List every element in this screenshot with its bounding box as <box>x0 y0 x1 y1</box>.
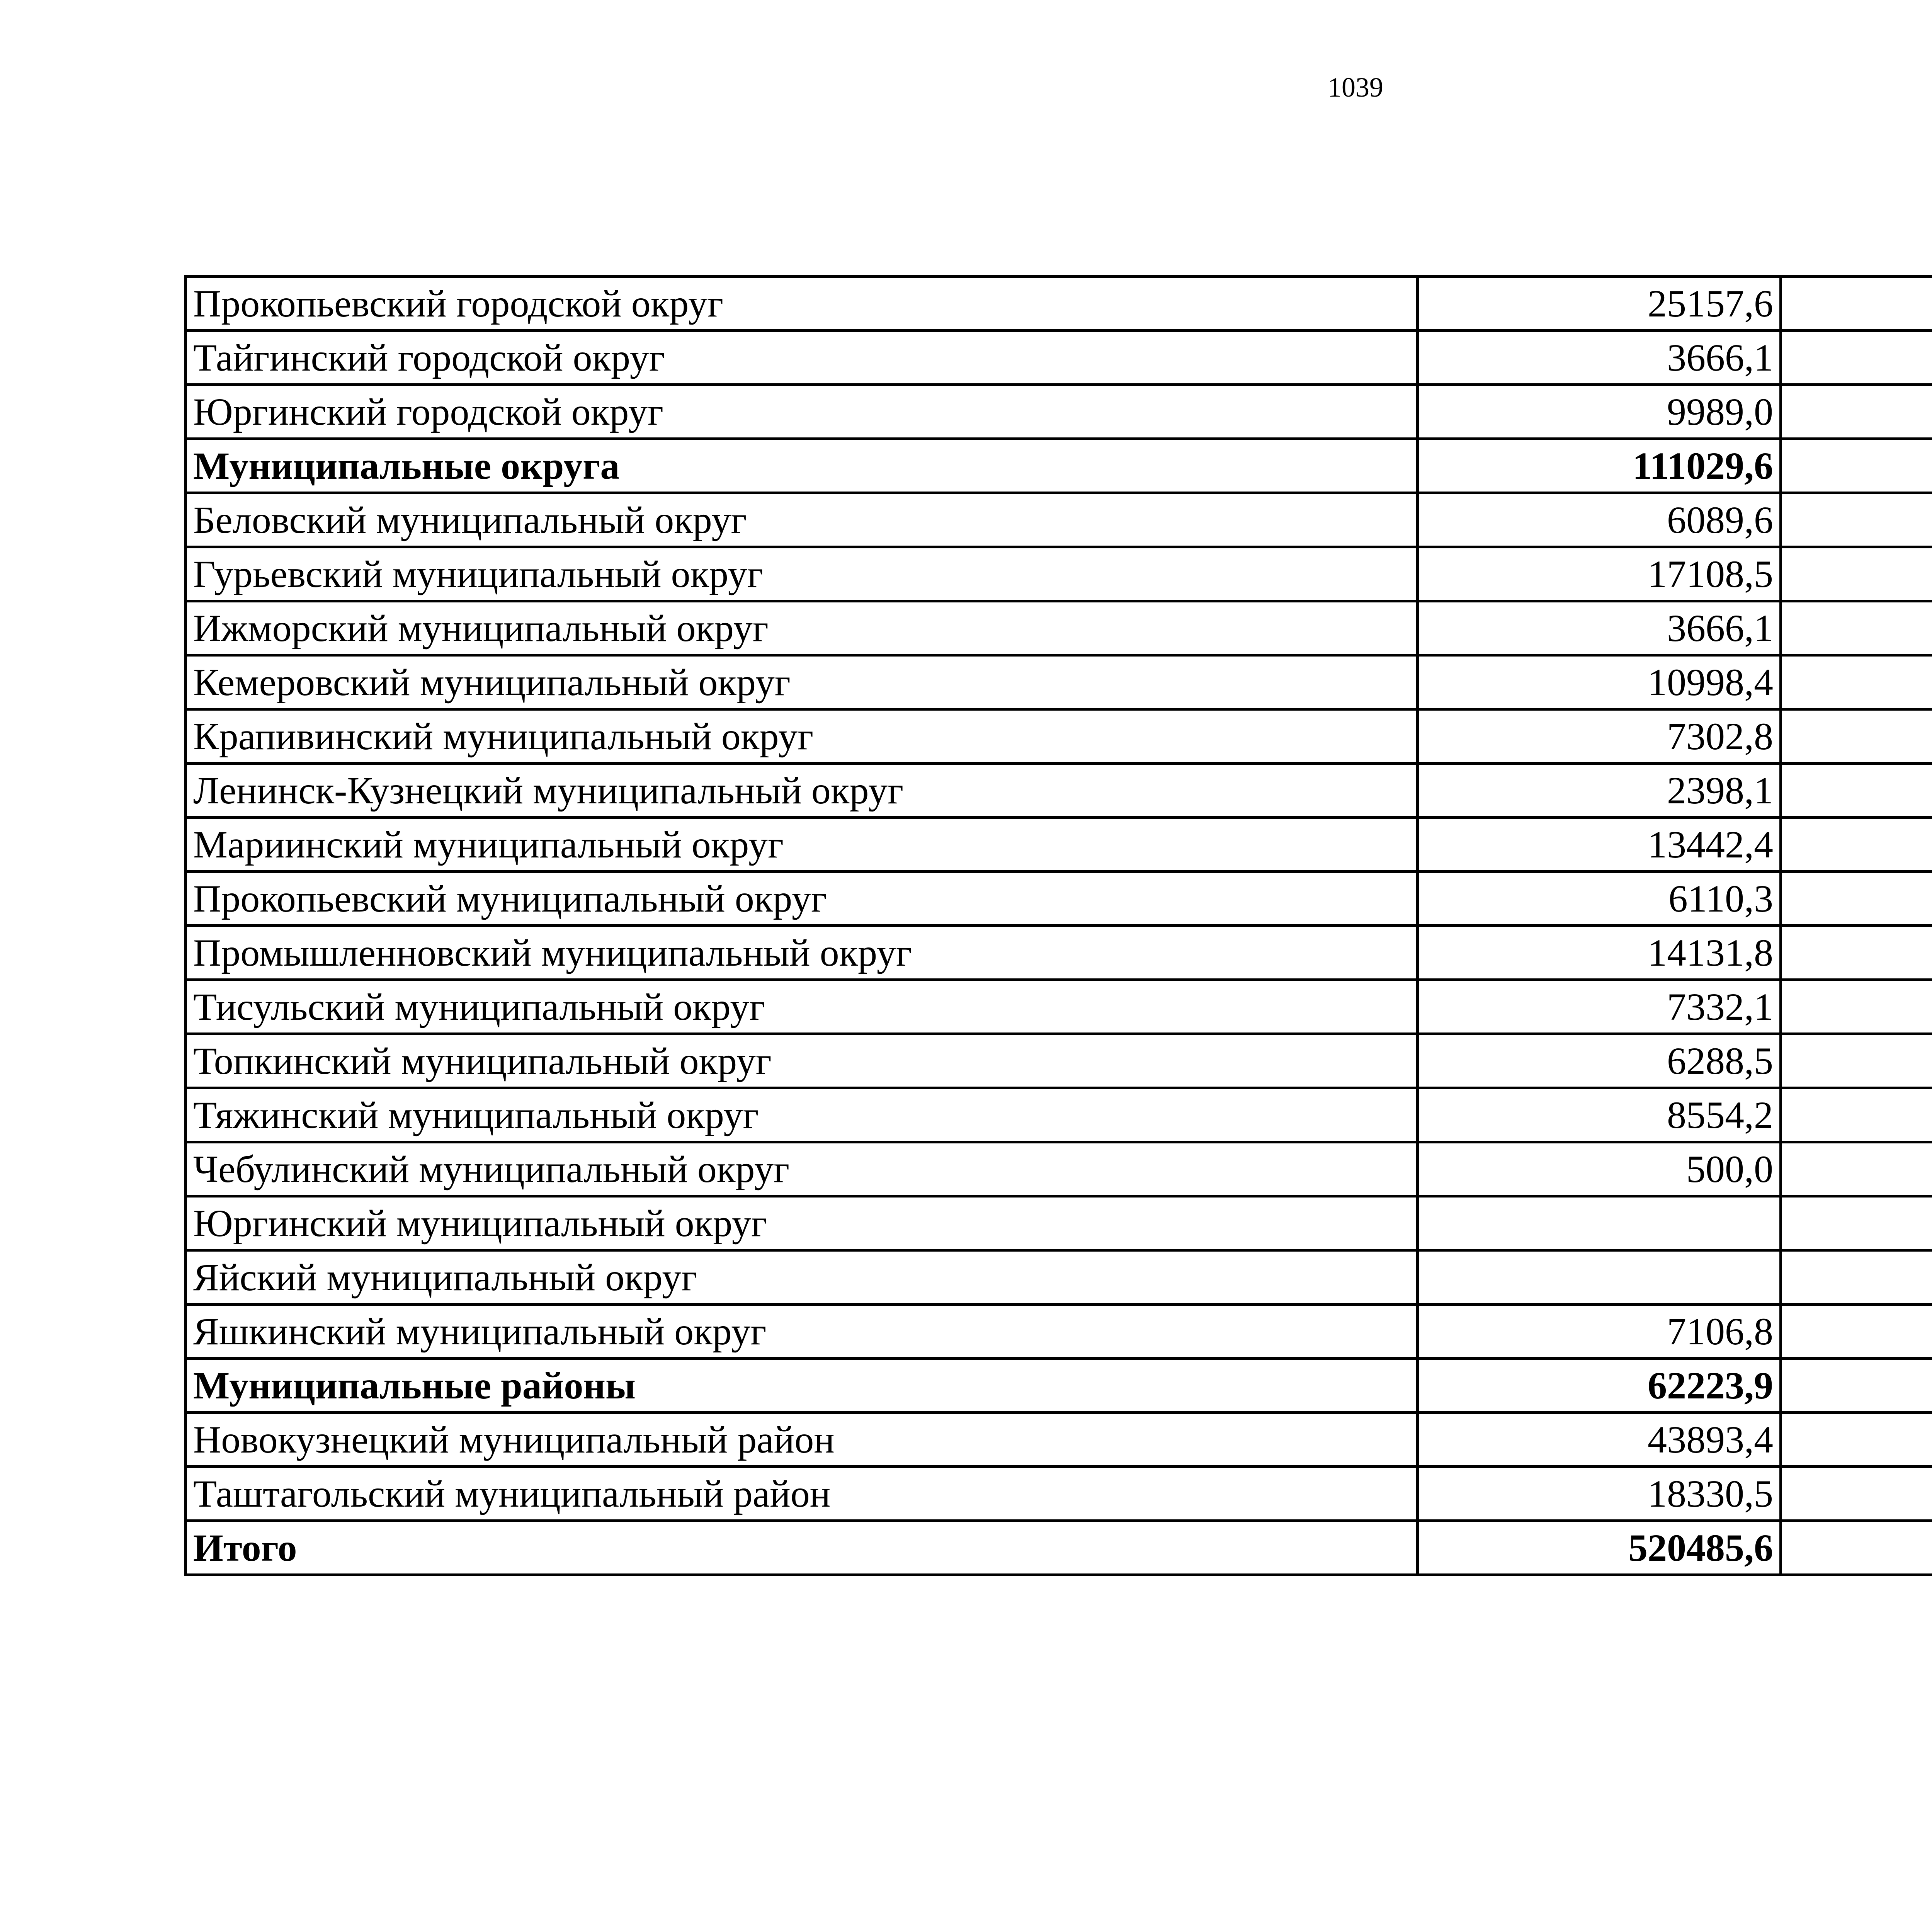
page-number: 1039 <box>1328 72 1383 103</box>
row-value-1-cell: 7332,1 <box>1418 980 1781 1034</box>
table-row <box>186 764 1932 818</box>
row-name-cell: Муниципальные округа <box>186 439 1418 493</box>
row-value-2-cell <box>1781 493 1932 547</box>
table-total-row <box>186 439 1932 493</box>
row-value-2-cell <box>1781 926 1932 980</box>
row-value-2-cell <box>1781 655 1932 709</box>
row-value-2-cell <box>1781 385 1932 439</box>
row-value-2-cell <box>1781 1359 1932 1413</box>
table-row <box>186 818 1932 872</box>
row-name-cell: Прокопьевский муниципальный округ <box>186 872 1418 926</box>
table-row <box>186 493 1932 547</box>
row-name-cell: Яшкинский муниципальный округ <box>186 1305 1418 1359</box>
table-row <box>186 1413 1932 1467</box>
table-row <box>186 601 1932 655</box>
row-value-2-cell <box>1781 277 1932 331</box>
row-value-2-cell <box>1781 872 1932 926</box>
row-value-1-cell: 14131,8 <box>1418 926 1781 980</box>
table-total-row <box>186 1521 1932 1575</box>
row-name-cell: Тайгинский городской округ <box>186 331 1418 385</box>
row-value-1-cell: 6288,5 <box>1418 1034 1781 1088</box>
table-row <box>186 1250 1932 1305</box>
table-row <box>186 1305 1932 1359</box>
table-row <box>186 1467 1932 1521</box>
table-row <box>186 1196 1932 1250</box>
table-row <box>186 385 1932 439</box>
row-value-2-cell <box>1781 1413 1932 1467</box>
row-value-2-cell <box>1781 764 1932 818</box>
row-name-cell: Прокопьевский городской округ <box>186 277 1418 331</box>
row-value-2-cell <box>1781 1142 1932 1196</box>
row-name-cell: Юргинский городской округ <box>186 385 1418 439</box>
table-row <box>186 709 1932 764</box>
table-body <box>186 277 1932 1575</box>
row-value-2-cell <box>1781 818 1932 872</box>
row-value-2-cell <box>1781 1034 1932 1088</box>
budget-table <box>184 275 1932 1576</box>
row-value-2-cell <box>1781 980 1932 1034</box>
row-name-cell: Итого <box>186 1521 1418 1575</box>
row-name-cell: Ижморский муниципальный округ <box>186 601 1418 655</box>
row-name-cell: Топкинский муниципальный округ <box>186 1034 1418 1088</box>
row-value-1-cell: 2398,1 <box>1418 764 1781 818</box>
row-value-1-cell: 43893,4 <box>1418 1413 1781 1467</box>
row-value-1-cell: 7106,8 <box>1418 1305 1781 1359</box>
row-value-1-cell: 6110,3 <box>1418 872 1781 926</box>
row-value-2-cell <box>1781 1196 1932 1250</box>
row-value-2-cell <box>1781 601 1932 655</box>
row-value-1-cell: 111029,6 <box>1418 439 1781 493</box>
row-name-cell: Яйский муниципальный округ <box>186 1250 1418 1305</box>
row-value-2-cell <box>1781 709 1932 764</box>
table-row <box>186 547 1932 601</box>
row-value-1-cell: 17108,5 <box>1418 547 1781 601</box>
row-value-1-cell: 25157,6 <box>1418 277 1781 331</box>
row-name-cell: Юргинский муниципальный округ <box>186 1196 1418 1250</box>
table-row <box>186 1142 1932 1196</box>
row-value-1-cell: 62223,9 <box>1418 1359 1781 1413</box>
row-value-1-cell: 10998,4 <box>1418 655 1781 709</box>
row-value-1-cell: 18330,5 <box>1418 1467 1781 1521</box>
row-name-cell: Беловский муниципальный округ <box>186 493 1418 547</box>
row-value-2-cell <box>1781 1467 1932 1521</box>
row-name-cell: Гурьевский муниципальный округ <box>186 547 1418 601</box>
row-value-2-cell <box>1781 1250 1932 1305</box>
row-name-cell: Промышленновский муниципальный округ <box>186 926 1418 980</box>
row-name-cell: Кемеровский муниципальный округ <box>186 655 1418 709</box>
table-row <box>186 872 1932 926</box>
row-value-2-cell <box>1781 331 1932 385</box>
row-value-1-cell: 8554,2 <box>1418 1088 1781 1142</box>
table-row <box>186 980 1932 1034</box>
row-value-2-cell <box>1781 439 1932 493</box>
row-value-1-cell: 6089,6 <box>1418 493 1781 547</box>
row-value-2-cell <box>1781 547 1932 601</box>
row-name-cell: Тяжинский муниципальный округ <box>186 1088 1418 1142</box>
table-row <box>186 1088 1932 1142</box>
row-value-2-cell <box>1781 1088 1932 1142</box>
row-value-1-cell <box>1418 1250 1781 1305</box>
row-name-cell: Чебулинский муниципальный округ <box>186 1142 1418 1196</box>
row-value-1-cell: 9989,0 <box>1418 385 1781 439</box>
row-value-1-cell: 3666,1 <box>1418 331 1781 385</box>
row-value-1-cell <box>1418 1196 1781 1250</box>
row-value-1-cell: 500,0 <box>1418 1142 1781 1196</box>
row-value-2-cell <box>1781 1305 1932 1359</box>
row-name-cell: Ленинск-Кузнецкий муниципальный округ <box>186 764 1418 818</box>
row-value-1-cell: 520485,6 <box>1418 1521 1781 1575</box>
row-value-1-cell: 13442,4 <box>1418 818 1781 872</box>
table-row <box>186 1034 1932 1088</box>
table-total-row <box>186 1359 1932 1413</box>
row-name-cell: Крапивинский муниципальный округ <box>186 709 1418 764</box>
table-row <box>186 277 1932 331</box>
row-name-cell: Мариинский муниципальный округ <box>186 818 1418 872</box>
table-row <box>186 655 1932 709</box>
row-name-cell: Тисульский муниципальный округ <box>186 980 1418 1034</box>
row-value-1-cell: 7302,8 <box>1418 709 1781 764</box>
row-value-1-cell: 3666,1 <box>1418 601 1781 655</box>
row-value-2-cell <box>1781 1521 1932 1575</box>
row-name-cell: Муниципальные районы <box>186 1359 1418 1413</box>
row-name-cell: Новокузнецкий муниципальный район <box>186 1413 1418 1467</box>
table-row <box>186 926 1932 980</box>
row-name-cell: Таштагольский муниципальный район <box>186 1467 1418 1521</box>
table-row <box>186 331 1932 385</box>
